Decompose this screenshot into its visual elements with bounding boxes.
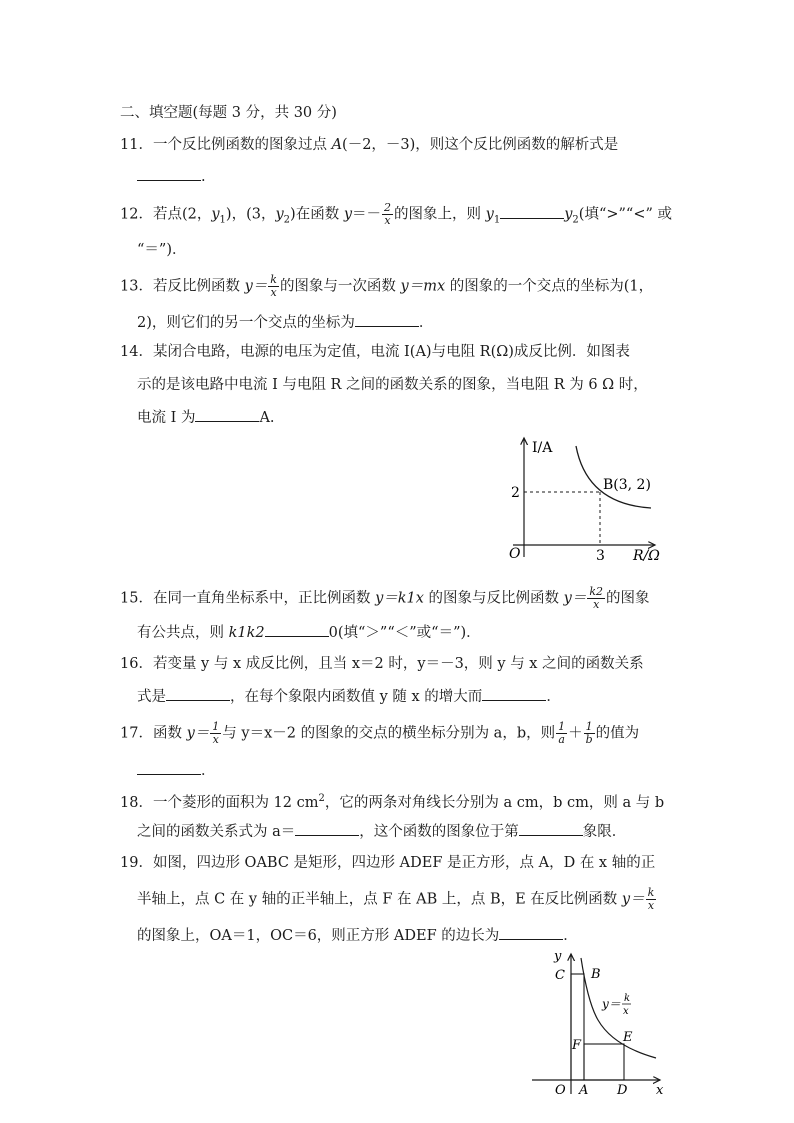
y-tick-label: 2 — [511, 485, 520, 501]
answer-blank-16a[interactable] — [166, 686, 230, 701]
curve-label: y＝ — [602, 997, 621, 1011]
question-14-line-2: 示的是该电路中电流 I 与电阻 R 之间的函数关系的图象，当电阻 R 为 6 Ω 时， — [137, 377, 648, 393]
question-13-line-1: 13．若反比例函数 y＝ $\frac{k}{x}$ 的图象与一次函数 y＝mx 的图象的一个交点的坐标为(1， — [120, 273, 654, 299]
curve-label-numerator: k — [624, 993, 631, 1004]
fraction-1-over-x: $\frac{1}{x}$ — [212, 720, 220, 746]
point-b-label: B — [591, 967, 601, 982]
square-adef — [584, 1044, 624, 1080]
question-16-line-1: 16．若变量 y 与 x 成反比例，且当 x＝2 时，y＝－3，则 y 与 x 之间的函数关系 — [120, 656, 644, 672]
point-f-label: F — [572, 1038, 582, 1053]
answer-blank-12[interactable] — [500, 204, 564, 219]
fraction-k-over-x: $\frac{k}{x}$ — [270, 273, 277, 299]
question-17-line-2: ． — [137, 760, 216, 781]
x-axis-label: x — [656, 1083, 664, 1098]
point-b-label: B(3, 2) — [603, 477, 651, 493]
question-11-line-1: 11．一个反比例函数的图象过点 A(－2，－3)，则这个反比例函数的解析式是 — [120, 137, 619, 153]
answer-blank-17[interactable] — [137, 760, 201, 775]
question-14-line-1: 14．某闭合电路，电源的电压为定值，电流 I(A)与电阻 R(Ω)成反比例．如图表 — [120, 344, 630, 360]
answer-blank-18a[interactable] — [295, 821, 359, 836]
question-16-line-2: 式是 ，在每个象限内函数值 y 随 x 的增大而 ． — [137, 686, 561, 707]
point-c-label: C — [555, 968, 565, 983]
x-tick-label: 3 — [596, 548, 605, 564]
fraction-k-over-x-19: $\frac{k}{x}$ — [647, 886, 655, 912]
rectangle-square-graph — [528, 948, 678, 1098]
origin-label: O — [509, 546, 521, 562]
question-11-line-2: . — [137, 166, 206, 187]
answer-blank-11[interactable] — [137, 166, 201, 181]
question-17-line-1: 17．函数 y＝ $\frac{1}{x}$ 与 y＝x－2 的图象的交点的横坐标分别为 a，b，则 $\frac{1}{a}$ ＋ $\frac{1}{b}$ 的值为 — [120, 720, 640, 746]
section-title: 二、填空题(每题 3 分，共 30 分) — [120, 105, 337, 121]
question-15-line-1: 15．在同一直角坐标系中，正比例函数 y＝k1x 的图象与反比例函数 y＝ $\frac{k2}{x}$ 的图象 — [120, 585, 650, 611]
question-18-line-2: 之间的函数关系式为 a＝ ，这个函数的图象位于第 象限． — [137, 821, 626, 842]
fraction-1-over-b: $\frac{1}{b}$ — [585, 720, 593, 746]
point-d-label: D — [617, 1083, 628, 1098]
fraction-2-over-x: $\frac{2}{x}$ — [384, 201, 392, 227]
question-12-line-1: 12．若点(2，$y_1$)，(3，$y_2$)在函数 y＝－ $\frac{2}{x}$ 的图象上，则 $y_1$ $y_2$(填“>”“<” 或 — [120, 201, 673, 227]
answer-blank-14[interactable] — [195, 407, 259, 422]
question-19-line-3: 的图象上，OA＝1，OC＝6，则正方形 ADEF 的边长为 ． — [137, 925, 578, 946]
point-a-label: A — [579, 1083, 589, 1098]
question-13-line-2: 2)，则它们的另一个交点的坐标为 ． — [137, 312, 433, 333]
fraction-k2-over-x: $\frac{k2}{x}$ — [589, 585, 604, 611]
question-19-line-1: 19．如图，四边形 OABC 是矩形，四边形 ADEF 是正方形，点 A，D 在 x 轴的正 — [120, 855, 656, 871]
question-14-line-3: 电流 I 为 A. — [137, 407, 275, 428]
answer-blank-18b[interactable] — [519, 821, 583, 836]
answer-blank-19[interactable] — [499, 925, 563, 940]
x-axis-label: R/Ω — [633, 548, 660, 564]
answer-blank-15[interactable] — [265, 622, 329, 637]
curve-label-denominator: x — [623, 1006, 629, 1017]
rectangle-oabc — [571, 974, 584, 1080]
fraction-1-over-a: $\frac{1}{a}$ — [558, 720, 566, 746]
y-axis-label: y — [554, 949, 562, 964]
origin-label: O — [555, 1083, 566, 1098]
answer-blank-16b[interactable] — [482, 686, 546, 701]
question-19-line-2: 半轴上，点 C 在 y 轴的正半轴上，点 F 在 AB 上，点 B，E 在反比例函数 y＝ $\frac{k}{x}$ — [137, 886, 655, 912]
question-15-line-2: 有公共点，则 k1k2 0(填“＞”“＜”或“＝”)． — [137, 622, 481, 643]
y-axis-label: I/A — [532, 440, 553, 456]
current-resistance-graph — [495, 432, 685, 568]
question-12-line-2: “＝”)． — [137, 242, 187, 258]
question-18-line-1: 18．一个菱形的面积为 12 $cm^2$，它的两条对角线长分别为 a cm，b cm，则 a 与 b — [120, 793, 665, 811]
answer-blank-13[interactable] — [355, 312, 419, 327]
point-e-label: E — [623, 1030, 633, 1045]
